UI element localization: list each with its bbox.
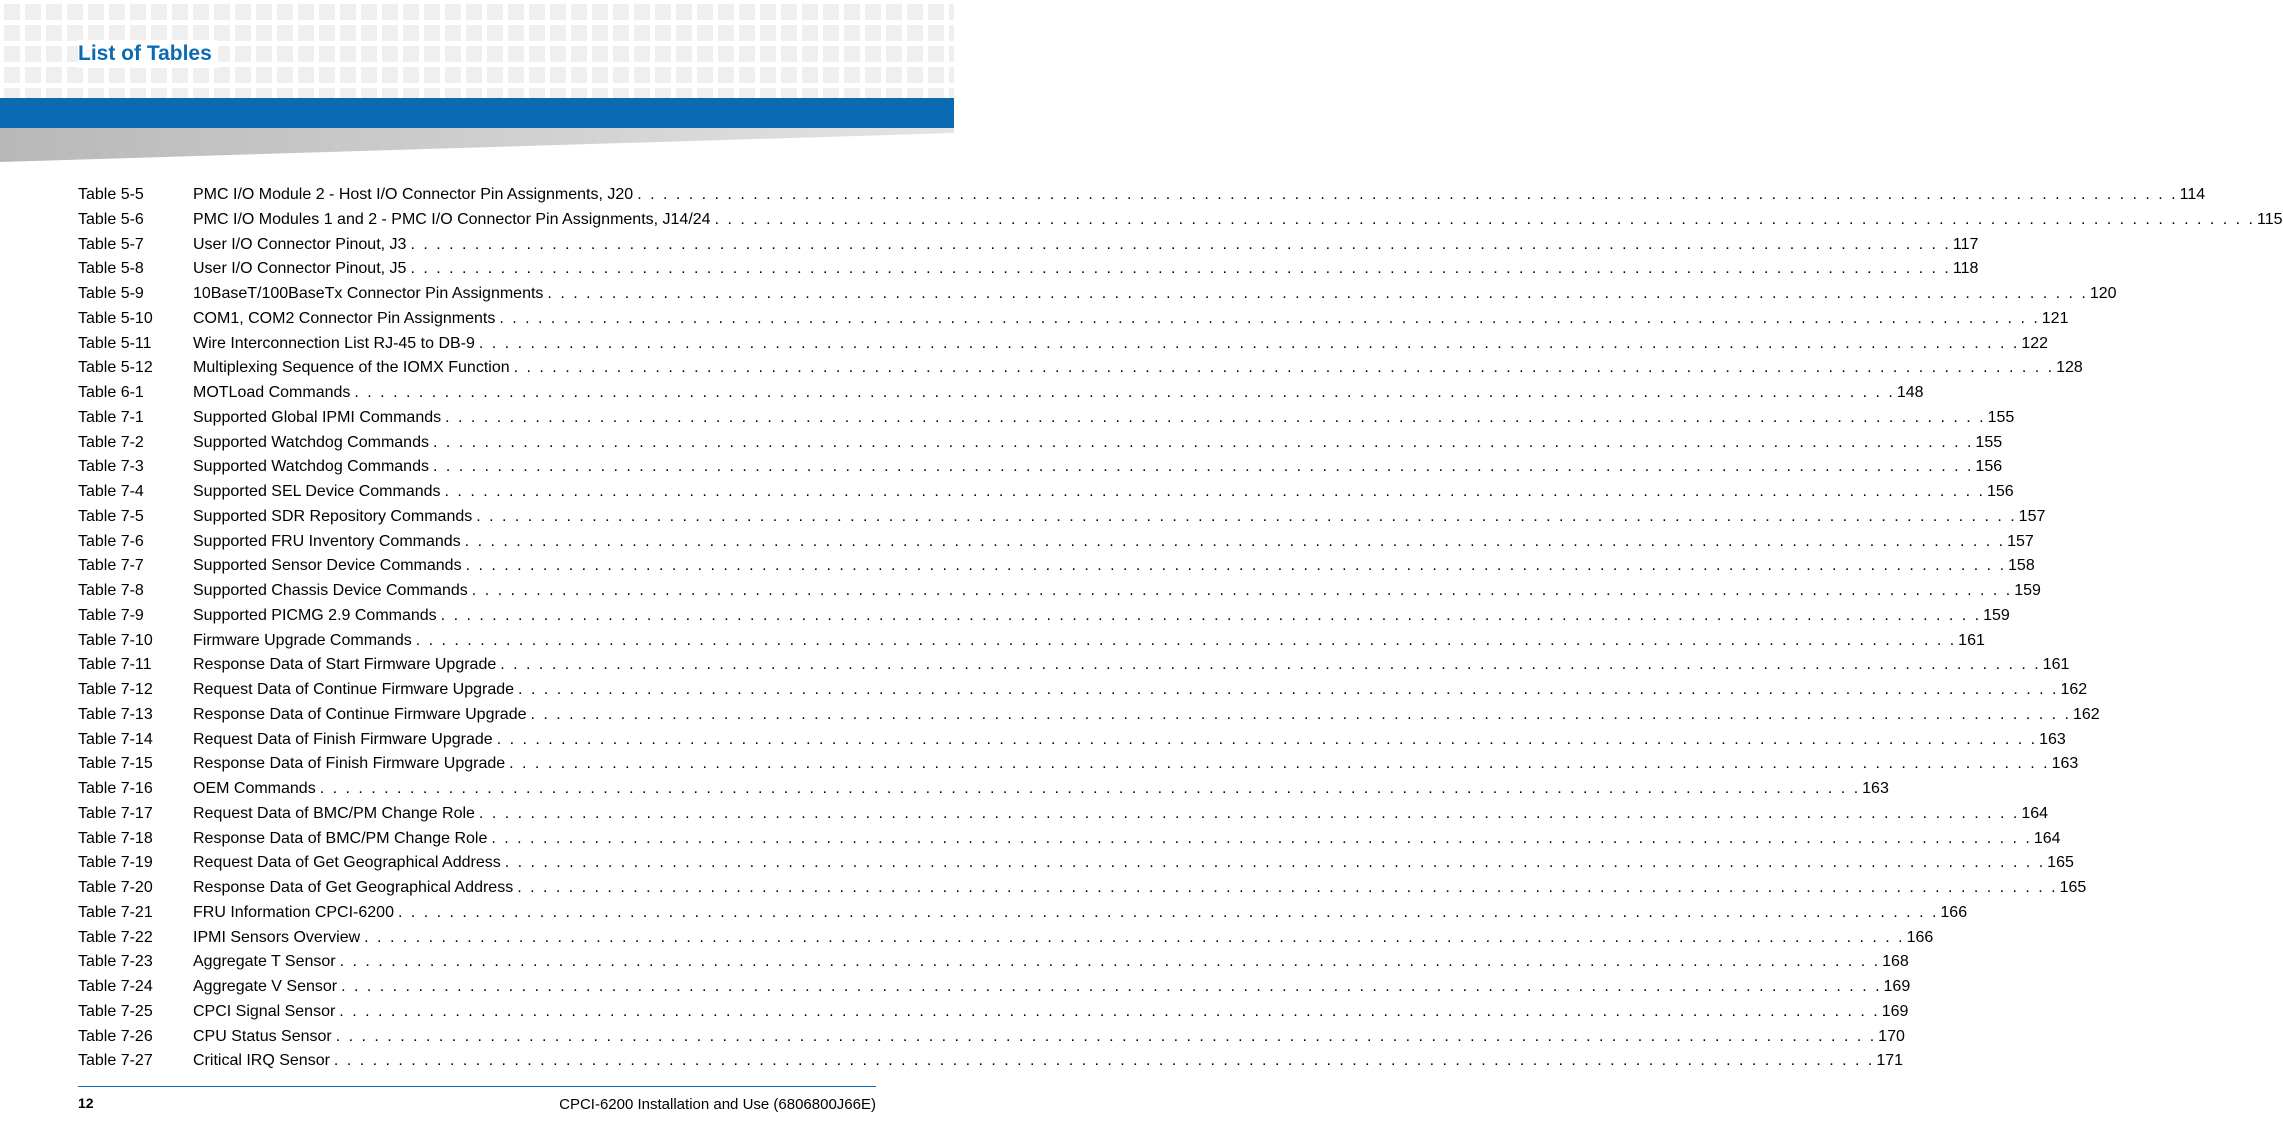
table-of-contents: [78, 183, 2283, 1074]
toc-entry-page: 159: [2014, 582, 2041, 599]
toc-entry-number: Table 7-24: [78, 978, 153, 995]
toc-entry-number: Table 7-17: [78, 804, 153, 822]
toc-dot-leader: . . . . . . . . . . . . . . . . . . . . . . . . . . . . . . . . . . . . . . . . . . . . . . . . . . . . . . . . . . . . . . . . . . . . . . . . . . . . . . . . . . . . . . . . . . . . . . . . . . . . . . . . . . . . . . . . . . . . . . . .: [478, 804, 2020, 822]
toc-entry-page: 166: [1906, 928, 1934, 946]
toc-entry-page: 156: [1975, 458, 2003, 476]
toc-entry[interactable]: [78, 332, 2049, 357]
toc-entry-number: Table 7-27: [78, 1052, 153, 1070]
toc-dot-leader: . . . . . . . . . . . . . . . . . . . . . . . . . . . . . . . . . . . . . . . . . . . . . . . . . . . . . . . . . . . . . . . . . . . . . . . . . . . . . . . . . . . . . . . . . . . . . . . . . . . . . . . . . . . . . . . . . . . . . . . .: [471, 582, 2013, 599]
toc-entry[interactable]: [78, 975, 1911, 1000]
toc-entry-title: Response Data of Get Geographical Address: [193, 879, 514, 896]
toc-entry-title: FRU Information CPCI-6200: [193, 903, 394, 921]
toc-entry-title: Critical IRQ Sensor: [193, 1052, 330, 1070]
toc-entry[interactable]: [78, 530, 2034, 555]
toc-entry-number: Table 5-10: [78, 309, 153, 327]
toc-entry-number: Table 7-25: [78, 1002, 153, 1020]
toc-entry-page: 128: [2056, 359, 2083, 377]
toc-dot-leader: . . . . . . . . . . . . . . . . . . . . . . . . . . . . . . . . . . . . . . . . . . . . . . . . . . . . . . . . . . . . . . . . . . . . . . . . . . . . . . . . . . . . . . . . . . . . . . . . . . . . . . . . . . . . . . . . . . . . . . . .: [465, 557, 2007, 575]
toc-entry-title: OEM Commands: [193, 780, 316, 797]
toc-dot-leader: . . . . . . . . . . . . . . . . . . . . . . . . . . . . . . . . . . . . . . . . . . . . . . . . . . . . . . . . . . . . . . . . . . . . . . . . . . . . . . . . . . . . . . . . . . . . . . . . . . . . . . . . . . . . . . . . . . . . . . . .: [341, 978, 1882, 995]
toc-entry[interactable]: [78, 554, 2035, 579]
toc-entry-page: 164: [2033, 829, 2061, 847]
toc-entry-page: 165: [2047, 854, 2074, 872]
toc-entry-page: 122: [2021, 334, 2049, 352]
toc-entry-title: CPU Status Sensor: [193, 1027, 332, 1045]
toc-dot-leader: . . . . . . . . . . . . . . . . . . . . . . . . . . . . . . . . . . . . . . . . . . . . . . . . . . . . . . . . . . . . . . . . . . . . . . . . . . . . . . . . . . . . . . . . . . . . . . . . . . . . . . . . . . . . . . . . . . . . . . . .: [432, 458, 1974, 476]
toc-entry[interactable]: [78, 851, 2074, 876]
header-band: [0, 98, 954, 128]
toc-entry[interactable]: [78, 183, 2206, 208]
toc-dot-leader: . . . . . . . . . . . . . . . . . . . . . . . . . . . . . . . . . . . . . . . . . . . . . . . . . . . . . . . . . . . . . . . . . . . . . . . . . . . . . . . . . . . . . . . . . . . . . . . . . . . . . . . . . . . . . . . . . . . . . . . .: [364, 928, 1905, 946]
toc-entry-number: Table 7-26: [78, 1027, 153, 1045]
toc-entry-title: Request Data of BMC/PM Change Role: [193, 804, 475, 822]
toc-entry-page: 161: [1958, 631, 1985, 649]
toc-entry-page: 157: [2007, 532, 2034, 550]
toc-entry-page: 170: [1878, 1027, 1905, 1045]
toc-dot-leader: . . . . . . . . . . . . . . . . . . . . . . . . . . . . . . . . . . . . . . . . . . . . . . . . . . . . . . . . . . . . . . . . . . . . . . . . . . . . . . . . . . . . . . . . . . . . . . . . . . . . . . . . . . . . . . . . . . . . . . . .: [476, 507, 2017, 525]
toc-dot-leader: . . . . . . . . . . . . . . . . . . . . . . . . . . . . . . . . . . . . . . . . . . . . . . . . . . . . . . . . . . . . . . . . . . . . . . . . . . . . . . . . . . . . . . . . . . . . . . . . . . . . . . . . . . . . . . . . . . . . . . . .: [319, 780, 1861, 797]
footer-document-title: CPCI-6200 Installation and Use (6806800J66E): [559, 1096, 876, 1113]
toc-dot-leader: . . . . . . . . . . . . . . . . . . . . . . . . . . . . . . . . . . . . . . . . . . . . . . . . . . . . . . . . . . . . . . . . . . . . . . . . . . . . . . . . . . . . . . . . . . . . . . . . . . . . . . . . . . . . . . . . . . . . . . . .: [415, 631, 1957, 649]
toc-dot-leader: . . . . . . . . . . . . . . . . . . . . . . . . . . . . . . . . . . . . . . . . . . . . . . . . . . . . . . . . . . . . . . . . . . . . . . . . . . . . . . . . . . . . . . . . . . . . . . . . . . . . . . . . . . . . . . . . . . . . . . . .: [499, 309, 2040, 327]
toc-entry-page: 118: [1952, 260, 1979, 278]
toc-entry-number: Table 7-2: [78, 433, 144, 451]
toc-entry[interactable]: [78, 703, 2100, 728]
toc-entry-number: Table 7-3: [78, 458, 144, 476]
toc-entry-number: Table 7-15: [78, 755, 153, 773]
toc-entry-page: 156: [1986, 483, 2014, 500]
toc-entry-title: Response Data of Start Firmware Upgrade: [193, 656, 497, 674]
toc-entry-number: Table 7-1: [78, 408, 144, 426]
toc-entry[interactable]: [78, 678, 2088, 703]
page-title: List of Tables: [78, 40, 218, 68]
toc-entry-page: 163: [2039, 730, 2066, 748]
toc-dot-leader: . . . . . . . . . . . . . . . . . . . . . . . . . . . . . . . . . . . . . . . . . . . . . . . . . . . . . . . . . . . . . . . . . . . . . . . . . . . . . . . . . . . . . . . . . . . . . . . . . . . . . . . . . . . . . . . . . . . . . . . .: [637, 186, 2178, 203]
toc-entry[interactable]: [78, 307, 2069, 332]
toc-entry-number: Table 7-19: [78, 854, 153, 872]
toc-entry-number: Table 5-5: [78, 186, 144, 203]
toc-entry[interactable]: [78, 1000, 1909, 1025]
toc-entry-title: Supported PICMG 2.9 Commands: [193, 606, 437, 624]
footer-rule: [78, 1086, 876, 1087]
toc-entry-title: Supported Chassis Device Commands: [193, 582, 468, 599]
toc-entry[interactable]: [78, 604, 2010, 629]
toc-entry-title: IPMI Sensors Overview: [193, 928, 361, 946]
toc-entry[interactable]: [78, 653, 2070, 678]
toc-entry[interactable]: [78, 802, 2049, 827]
toc-dot-leader: . . . . . . . . . . . . . . . . . . . . . . . . . . . . . . . . . . . . . . . . . . . . . . . . . . . . . . . . . . . . . . . . . . . . . . . . . . . . . . . . . . . . . . . . . . . . . . . . . . . . . . . . . . . . . . . . . . . . . . . .: [410, 260, 1951, 278]
toc-entry-number: Table 5-8: [78, 260, 144, 278]
toc-entry-title: CPCI Signal Sensor: [193, 1002, 336, 1020]
toc-dot-leader: . . . . . . . . . . . . . . . . . . . . . . . . . . . . . . . . . . . . . . . . . . . . . . . . . . . . . . . . . . . . . . . . . . . . . . . . . . . . . . . . . . . . . . . . . . . . . . . . . . . . . . . . . . . . . . . . . . . . . . . .: [335, 1027, 1877, 1045]
toc-entry[interactable]: [78, 381, 1924, 406]
toc-entry-page: 114: [2179, 186, 2206, 203]
toc-entry-number: Table 7-12: [78, 681, 153, 698]
toc-entry-title: Aggregate V Sensor: [193, 978, 338, 995]
toc-entry-page: 148: [1896, 384, 1924, 401]
toc-entry[interactable]: [78, 1049, 1904, 1074]
toc-dot-leader: . . . . . . . . . . . . . . . . . . . . . . . . . . . . . . . . . . . . . . . . . . . . . . . . . . . . . . . . . . . . . . . . . . . . . . . . . . . . . . . . . . . . . . . . . . . . . . . . . . . . . . . . . . . . . . . . . . . . . . . .: [464, 532, 2006, 550]
toc-entry-page: 162: [2060, 681, 2088, 698]
toc-entry[interactable]: [78, 480, 2014, 505]
toc-dot-leader: . . . . . . . . . . . . . . . . . . . . . . . . . . . . . . . . . . . . . . . . . . . . . . . . . . . . . . . . . . . . . . . . . . . . . . . . . . . . . . . . . . . . . . . . . . . . . . . . . . . . . . . . . . . . . . . . . . . . . . . .: [530, 705, 2071, 723]
toc-entry[interactable]: [78, 777, 1889, 802]
toc-dot-leader: . . . . . . . . . . . . . . . . . . . . . . . . . . . . . . . . . . . . . . . . . . . . . . . . . . . . . . . . . . . . . . . . . . . . . . . . . . . . . . . . . . . . . . . . . . . . . . . . . . . . . . . . . . . . . . . . . . . . . . . .: [491, 829, 2032, 847]
toc-entry-page: 169: [1883, 978, 1911, 995]
toc-entry-title: Response Data of Finish Firmware Upgrade: [193, 755, 506, 773]
toc-entry[interactable]: [78, 950, 1909, 975]
toc-dot-leader: . . . . . . . . . . . . . . . . . . . . . . . . . . . . . . . . . . . . . . . . . . . . . . . . . . . . . . . . . . . . . . . . . . . . . . . . . . . . . . . . . . . . . . . . . . . . . . . . . . . . . . . . . . . . . . . . . . . . . . . .: [432, 433, 1974, 451]
toc-entry-page: 120: [2089, 285, 2117, 302]
toc-entry-title: Supported FRU Inventory Commands: [193, 532, 461, 550]
toc-entry[interactable]: [78, 282, 2117, 307]
toc-dot-leader: . . . . . . . . . . . . . . . . . . . . . . . . . . . . . . . . . . . . . . . . . . . . . . . . . . . . . . . . . . . . . . . . . . . . . . . . . . . . . . . . . . . . . . . . . . . . . . . . . . . . . . . . . . . . . . . . . . . . . . . .: [496, 730, 2038, 748]
toc-dot-leader: . . . . . . . . . . . . . . . . . . . . . . . . . . . . . . . . . . . . . . . . . . . . . . . . . . . . . . . . . . . . . . . . . . . . . . . . . . . . . . . . . . . . . . . . . . . . . . . . . . . . . . . . . . . . . . . . . . . . . . . .: [547, 285, 2088, 302]
toc-dot-leader: . . . . . . . . . . . . . . . . . . . . . . . . . . . . . . . . . . . . . . . . . . . . . . . . . . . . . . . . . . . . . . . . . . . . . . . . . . . . . . . . . . . . . . . . . . . . . . . . . . . . . . . . . . . . . . . . . . . . . . . .: [440, 606, 1982, 624]
toc-dot-leader: . . . . . . . . . . . . . . . . . . . . . . . . . . . . . . . . . . . . . . . . . . . . . . . . . . . . . . . . . . . . . . . . . . . . . . . . . . . . . . . . . . . . . . . . . . . . . . . . . . . . . . . . . . . . . . . . . . . . . . . .: [354, 384, 1895, 401]
toc-entry-title: COM1, COM2 Connector Pin Assignments: [193, 309, 496, 327]
toc-entry-title: Request Data of Get Geographical Address: [193, 854, 501, 872]
toc-entry[interactable]: [78, 901, 1968, 926]
toc-entry-number: Table 7-23: [78, 953, 153, 971]
toc-entry-title: 10BaseT/100BaseTx Connector Pin Assignments: [193, 285, 544, 302]
toc-entry-page: 165: [2059, 879, 2087, 896]
toc-entry-number: Table 6-1: [78, 384, 144, 401]
toc-entry[interactable]: [78, 505, 2046, 530]
toc-entry-page: 169: [1881, 1002, 1909, 1020]
toc-entry[interactable]: [78, 926, 1934, 951]
toc-entry-title: Supported SDR Repository Commands: [193, 507, 473, 525]
toc-entry-number: Table 5-7: [78, 235, 144, 253]
toc-entry-page: 115: [2257, 210, 2283, 228]
toc-entry-page: 161: [2042, 656, 2070, 674]
header-gray-wedge: [0, 128, 954, 164]
toc-entry-title: Supported Sensor Device Commands: [193, 557, 462, 575]
toc-entry[interactable]: [78, 233, 1979, 258]
toc-dot-leader: . . . . . . . . . . . . . . . . . . . . . . . . . . . . . . . . . . . . . . . . . . . . . . . . . . . . . . . . . . . . . . . . . . . . . . . . . . . . . . . . . . . . . . . . . . . . . . . . . . . . . . . . . . . . . . . . . . . . . . . .: [333, 1052, 1875, 1070]
toc-dot-leader: . . . . . . . . . . . . . . . . . . . . . . . . . . . . . . . . . . . . . . . . . . . . . . . . . . . . . . . . . . . . . . . . . . . . . . . . . . . . . . . . . . . . . . . . . . . . . . . . . . . . . . . . . . . . . . . . . . . . . . . .: [714, 210, 2255, 228]
toc-dot-leader: . . . . . . . . . . . . . . . . . . . . . . . . . . . . . . . . . . . . . . . . . . . . . . . . . . . . . . . . . . . . . . . . . . . . . . . . . . . . . . . . . . . . . . . . . . . . . . . . . . . . . . . . . . . . . . . . . . . . . . . .: [504, 854, 2046, 872]
toc-entry-title: PMC I/O Module 2 - Host I/O Connector Pin Assignments, J20: [193, 186, 634, 203]
toc-entry-page: 166: [1940, 903, 1968, 921]
toc-entry-page: 163: [1862, 780, 1889, 797]
toc-entry-page: 171: [1876, 1052, 1904, 1070]
toc-entry-title: Supported Watchdog Commands: [193, 433, 429, 451]
toc-dot-leader: . . . . . . . . . . . . . . . . . . . . . . . . . . . . . . . . . . . . . . . . . . . . . . . . . . . . . . . . . . . . . . . . . . . . . . . . . . . . . . . . . . . . . . . . . . . . . . . . . . . . . . . . . . . . . . . . . . . . . . . .: [500, 656, 2041, 674]
toc-entry-page: 164: [2021, 804, 2049, 822]
toc-entry-number: Table 7-4: [78, 483, 144, 500]
toc-entry-title: Aggregate T Sensor: [193, 953, 336, 971]
toc-entry-number: Table 7-18: [78, 829, 153, 847]
toc-entry-title: Firmware Upgrade Commands: [193, 631, 412, 649]
toc-entry[interactable]: [78, 827, 2061, 852]
toc-entry-number: Table 7-5: [78, 507, 144, 525]
toc-entry-page: 157: [2018, 507, 2046, 525]
toc-entry-number: Table 5-9: [78, 285, 144, 302]
toc-dot-leader: . . . . . . . . . . . . . . . . . . . . . . . . . . . . . . . . . . . . . . . . . . . . . . . . . . . . . . . . . . . . . . . . . . . . . . . . . . . . . . . . . . . . . . . . . . . . . . . . . . . . . . . . . . . . . . . . . . . . . . . .: [410, 235, 1951, 253]
toc-dot-leader: . . . . . . . . . . . . . . . . . . . . . . . . . . . . . . . . . . . . . . . . . . . . . . . . . . . . . . . . . . . . . . . . . . . . . . . . . . . . . . . . . . . . . . . . . . . . . . . . . . . . . . . . . . . . . . . . . . . . . . . .: [339, 953, 1881, 971]
toc-entry-page: 159: [1983, 606, 2010, 624]
toc-dot-leader: . . . . . . . . . . . . . . . . . . . . . . . . . . . . . . . . . . . . . . . . . . . . . . . . . . . . . . . . . . . . . . . . . . . . . . . . . . . . . . . . . . . . . . . . . . . . . . . . . . . . . . . . . . . . . . . . . . . . . . . .: [444, 483, 1985, 500]
toc-dot-leader: . . . . . . . . . . . . . . . . . . . . . . . . . . . . . . . . . . . . . . . . . . . . . . . . . . . . . . . . . . . . . . . . . . . . . . . . . . . . . . . . . . . . . . . . . . . . . . . . . . . . . . . . . . . . . . . . . . . . . . . .: [478, 334, 2020, 352]
toc-entry-page: 117: [1952, 235, 1979, 253]
toc-entry-number: Table 7-22: [78, 928, 153, 946]
toc-entry-number: Table 7-7: [78, 557, 144, 575]
toc-entry-number: Table 5-12: [78, 359, 153, 377]
toc-entry[interactable]: [78, 455, 2003, 480]
toc-entry-number: Table 7-13: [78, 705, 153, 723]
toc-entry-title: Wire Interconnection List RJ-45 to DB-9: [193, 334, 475, 352]
toc-entry-page: 168: [1882, 953, 1909, 971]
toc-dot-leader: . . . . . . . . . . . . . . . . . . . . . . . . . . . . . . . . . . . . . . . . . . . . . . . . . . . . . . . . . . . . . . . . . . . . . . . . . . . . . . . . . . . . . . . . . . . . . . . . . . . . . . . . . . . . . . . . . . . . . . . .: [513, 359, 2055, 377]
toc-dot-leader: . . . . . . . . . . . . . . . . . . . . . . . . . . . . . . . . . . . . . . . . . . . . . . . . . . . . . . . . . . . . . . . . . . . . . . . . . . . . . . . . . . . . . . . . . . . . . . . . . . . . . . . . . . . . . . . . . . . . . . . .: [339, 1002, 1880, 1020]
toc-entry-number: Table 7-8: [78, 582, 144, 599]
toc-entry-title: Request Data of Continue Firmware Upgrade: [193, 681, 515, 698]
toc-entry-number: Table 7-20: [78, 879, 153, 896]
toc-entry-title: Response Data of BMC/PM Change Role: [193, 829, 488, 847]
toc-entry-title: Supported Global IPMI Commands: [193, 408, 442, 426]
toc-dot-leader: . . . . . . . . . . . . . . . . . . . . . . . . . . . . . . . . . . . . . . . . . . . . . . . . . . . . . . . . . . . . . . . . . . . . . . . . . . . . . . . . . . . . . . . . . . . . . . . . . . . . . . . . . . . . . . . . . . . . . . . .: [397, 903, 1939, 921]
toc-entry[interactable]: [78, 629, 1985, 654]
toc-entry-page: 163: [2051, 755, 2079, 773]
toc-entry[interactable]: [78, 406, 2015, 431]
toc-entry[interactable]: [78, 257, 1979, 282]
toc-entry[interactable]: [78, 579, 2041, 604]
toc-entry-number: Table 7-11: [78, 656, 152, 674]
toc-dot-leader: . . . . . . . . . . . . . . . . . . . . . . . . . . . . . . . . . . . . . . . . . . . . . . . . . . . . . . . . . . . . . . . . . . . . . . . . . . . . . . . . . . . . . . . . . . . . . . . . . . . . . . . . . . . . . . . . . . . . . . . .: [517, 879, 2058, 896]
toc-entry[interactable]: [78, 356, 2083, 381]
toc-entry-title: User I/O Connector Pinout, J5: [193, 260, 407, 278]
toc-entry[interactable]: [78, 431, 2003, 456]
toc-entry-title: Multiplexing Sequence of the IOMX Function: [193, 359, 510, 377]
toc-entry[interactable]: [78, 876, 2087, 901]
toc-dot-leader: . . . . . . . . . . . . . . . . . . . . . . . . . . . . . . . . . . . . . . . . . . . . . . . . . . . . . . . . . . . . . . . . . . . . . . . . . . . . . . . . . . . . . . . . . . . . . . . . . . . . . . . . . . . . . . . . . . . . . . . .: [518, 681, 2059, 698]
toc-entry-page: 155: [1987, 408, 2015, 426]
toc-entry-number: Table 7-16: [78, 780, 153, 797]
toc-entry-title: MOTLoad Commands: [193, 384, 351, 401]
toc-entry[interactable]: [78, 1025, 1905, 1050]
toc-entry-number: Table 5-6: [78, 210, 144, 228]
toc-entry-number: Table 7-9: [78, 606, 144, 624]
toc-entry[interactable]: [78, 208, 2283, 233]
toc-entry-title: Supported Watchdog Commands: [193, 458, 429, 476]
toc-entry-page: 158: [2008, 557, 2035, 575]
toc-entry-title: Response Data of Continue Firmware Upgrade: [193, 705, 527, 723]
toc-entry-number: Table 5-11: [78, 334, 152, 352]
toc-entry-title: User I/O Connector Pinout, J3: [193, 235, 407, 253]
toc-entry-title: PMC I/O Modules 1 and 2 - PMC I/O Connector Pin Assignments, J14/24: [193, 210, 711, 228]
toc-entry-number: Table 7-21: [78, 903, 153, 921]
toc-entry-page: 162: [2072, 705, 2100, 723]
toc-entry-page: 121: [2041, 309, 2069, 327]
toc-dot-leader: . . . . . . . . . . . . . . . . . . . . . . . . . . . . . . . . . . . . . . . . . . . . . . . . . . . . . . . . . . . . . . . . . . . . . . . . . . . . . . . . . . . . . . . . . . . . . . . . . . . . . . . . . . . . . . . . . . . . . . . .: [509, 755, 2050, 773]
toc-entry-number: Table 7-14: [78, 730, 153, 748]
toc-entry-number: Table 7-10: [78, 631, 153, 649]
toc-entry[interactable]: [78, 728, 2066, 753]
toc-entry[interactable]: [78, 752, 2079, 777]
toc-dot-leader: . . . . . . . . . . . . . . . . . . . . . . . . . . . . . . . . . . . . . . . . . . . . . . . . . . . . . . . . . . . . . . . . . . . . . . . . . . . . . . . . . . . . . . . . . . . . . . . . . . . . . . . . . . . . . . . . . . . . . . . .: [445, 408, 1986, 426]
toc-entry-title: Supported SEL Device Commands: [193, 483, 441, 500]
toc-entry-page: 155: [1975, 433, 2003, 451]
toc-entry-title: Request Data of Finish Firmware Upgrade: [193, 730, 493, 748]
toc-entry-number: Table 7-6: [78, 532, 144, 550]
footer-page-number: 12: [78, 1095, 94, 1111]
